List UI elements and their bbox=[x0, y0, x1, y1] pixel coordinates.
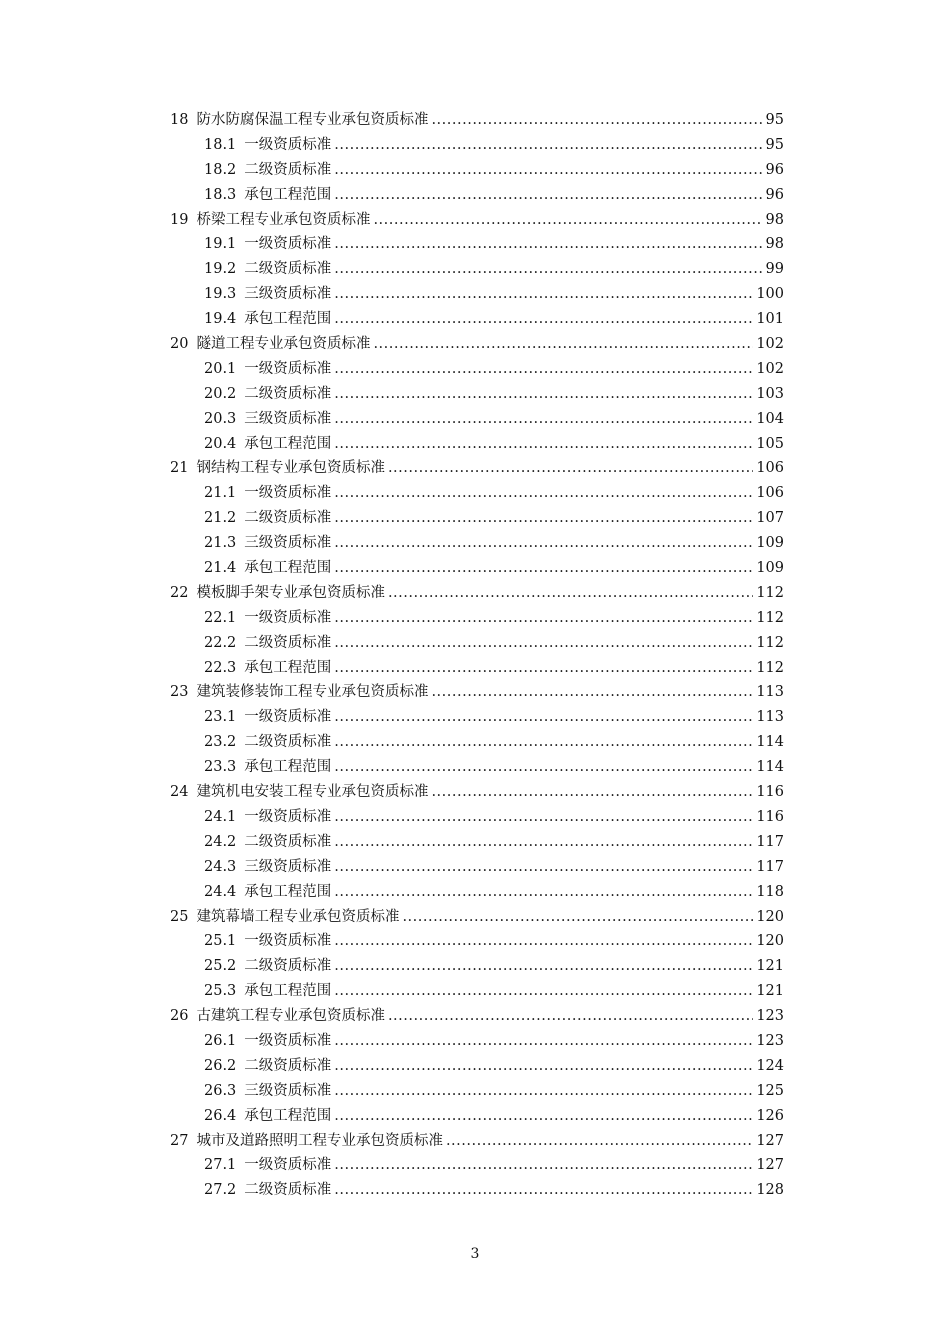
toc-entry-title: 模板脚手架专业承包资质标准 bbox=[196, 584, 385, 601]
toc-entry-page: 107 bbox=[756, 510, 784, 527]
toc-entry-page: 95 bbox=[765, 136, 784, 153]
toc-entry-title: 三级资质标准 bbox=[244, 858, 332, 875]
toc-entry-page: 113 bbox=[756, 709, 784, 726]
toc-section-entry[interactable] bbox=[170, 556, 784, 581]
toc-entry-number: 18.3 bbox=[204, 186, 237, 203]
toc-entry-page: 125 bbox=[756, 1082, 784, 1099]
toc-entry-title: 二级资质标准 bbox=[244, 1057, 332, 1074]
toc-section-entry[interactable] bbox=[170, 232, 784, 257]
toc-chapter-entry[interactable] bbox=[170, 1004, 784, 1029]
toc-entry-number: 22 bbox=[170, 584, 189, 601]
toc-entry-number: 18.2 bbox=[204, 161, 237, 178]
toc-entry-number: 20.4 bbox=[204, 435, 237, 452]
toc-entry-page: 99 bbox=[765, 261, 784, 278]
toc-chapter-entry[interactable] bbox=[170, 332, 784, 357]
toc-entry-title: 二级资质标准 bbox=[244, 261, 332, 278]
toc-entry-title: 三级资质标准 bbox=[244, 410, 332, 427]
toc-section-entry[interactable] bbox=[170, 407, 784, 432]
toc-dot-leader bbox=[373, 332, 753, 357]
toc-entry-number: 21.4 bbox=[204, 560, 237, 577]
toc-entry-title: 一级资质标准 bbox=[244, 1032, 332, 1049]
toc-entry-page: 104 bbox=[756, 410, 784, 427]
toc-entry-title: 一级资质标准 bbox=[244, 709, 332, 726]
toc-section-entry[interactable] bbox=[170, 880, 784, 905]
toc-entry-number: 24.1 bbox=[204, 808, 237, 825]
toc-entry-number: 22.3 bbox=[204, 659, 237, 676]
toc-section-entry[interactable] bbox=[170, 282, 784, 307]
toc-entry-number: 27 bbox=[170, 1132, 189, 1149]
toc-entry-page: 109 bbox=[756, 535, 784, 552]
toc-entry-number: 27.2 bbox=[204, 1182, 237, 1199]
toc-entry-page: 121 bbox=[756, 958, 784, 975]
toc-entry-number: 18.1 bbox=[204, 136, 237, 153]
toc-dot-leader bbox=[334, 1153, 753, 1178]
toc-entry-number: 26.3 bbox=[204, 1082, 237, 1099]
toc-entry-title: 承包工程范围 bbox=[244, 759, 332, 776]
toc-entry-title: 承包工程范围 bbox=[244, 560, 332, 577]
toc-dot-leader bbox=[334, 158, 762, 183]
toc-entry-number: 20.3 bbox=[204, 410, 237, 427]
toc-entry-title: 古建筑工程专业承包资质标准 bbox=[196, 1008, 385, 1025]
toc-entry-number: 24.2 bbox=[204, 833, 237, 850]
toc-entry-title: 二级资质标准 bbox=[244, 734, 332, 751]
toc-entry-page: 113 bbox=[756, 684, 784, 701]
toc-section-entry[interactable] bbox=[170, 1079, 784, 1104]
toc-entry-page: 116 bbox=[756, 784, 784, 801]
toc-section-entry[interactable] bbox=[170, 755, 784, 780]
toc-entry-number: 25.1 bbox=[204, 933, 237, 950]
toc-entry-number: 20.1 bbox=[204, 360, 237, 377]
toc-dot-leader bbox=[334, 1029, 753, 1054]
toc-section-entry[interactable] bbox=[170, 183, 784, 208]
toc-dot-leader bbox=[373, 208, 762, 233]
toc-dot-leader bbox=[334, 755, 753, 780]
toc-entry-page: 120 bbox=[756, 908, 784, 925]
toc-entry-title: 承包工程范围 bbox=[244, 435, 332, 452]
toc-entry-number: 24 bbox=[170, 784, 189, 801]
toc-section-entry[interactable] bbox=[170, 631, 784, 656]
toc-entry-title: 建筑幕墙工程专业承包资质标准 bbox=[196, 908, 400, 925]
toc-dot-leader bbox=[334, 357, 753, 382]
toc-chapter-entry[interactable] bbox=[170, 780, 784, 805]
toc-section-entry[interactable] bbox=[170, 481, 784, 506]
toc-dot-leader bbox=[334, 232, 762, 257]
toc-entry-title: 二级资质标准 bbox=[244, 958, 332, 975]
toc-entry-number: 24.4 bbox=[204, 883, 237, 900]
toc-section-entry[interactable] bbox=[170, 382, 784, 407]
toc-entry-title: 一级资质标准 bbox=[244, 360, 332, 377]
toc-dot-leader bbox=[334, 531, 753, 556]
toc-dot-leader bbox=[431, 780, 753, 805]
toc-entry-title: 二级资质标准 bbox=[244, 1182, 332, 1199]
toc-dot-leader bbox=[334, 606, 753, 631]
toc-entry-number: 19.2 bbox=[204, 261, 237, 278]
toc-entry-title: 桥梁工程专业承包资质标准 bbox=[196, 211, 371, 228]
toc-entry-title: 承包工程范围 bbox=[244, 659, 332, 676]
toc-section-entry[interactable] bbox=[170, 730, 784, 755]
toc-entry-title: 隧道工程专业承包资质标准 bbox=[196, 336, 371, 353]
toc-dot-leader bbox=[334, 730, 753, 755]
toc-dot-leader bbox=[334, 979, 753, 1004]
toc-section-entry[interactable] bbox=[170, 705, 784, 730]
toc-entry-title: 一级资质标准 bbox=[244, 136, 332, 153]
table-of-contents bbox=[170, 108, 784, 1203]
toc-dot-leader bbox=[334, 282, 753, 307]
toc-dot-leader bbox=[334, 631, 753, 656]
toc-entry-number: 24.3 bbox=[204, 858, 237, 875]
toc-section-entry[interactable] bbox=[170, 855, 784, 880]
toc-chapter-entry[interactable] bbox=[170, 1129, 784, 1154]
toc-section-entry[interactable] bbox=[170, 606, 784, 631]
toc-dot-leader bbox=[334, 855, 753, 880]
toc-section-entry[interactable] bbox=[170, 357, 784, 382]
toc-entry-page: 127 bbox=[756, 1157, 784, 1174]
toc-section-entry[interactable] bbox=[170, 307, 784, 332]
toc-chapter-entry[interactable] bbox=[170, 208, 784, 233]
toc-entry-page: 98 bbox=[765, 211, 784, 228]
toc-entry-title: 一级资质标准 bbox=[244, 236, 332, 253]
toc-entry-page: 128 bbox=[756, 1182, 784, 1199]
toc-dot-leader bbox=[334, 556, 753, 581]
toc-section-entry[interactable] bbox=[170, 1178, 784, 1203]
toc-dot-leader bbox=[334, 133, 762, 158]
toc-entry-number: 21.3 bbox=[204, 535, 237, 552]
toc-chapter-entry[interactable] bbox=[170, 581, 784, 606]
toc-dot-leader bbox=[334, 307, 753, 332]
toc-dot-leader bbox=[334, 805, 753, 830]
toc-entry-page: 96 bbox=[765, 161, 784, 178]
toc-entry-page: 102 bbox=[756, 336, 784, 353]
toc-entry-page: 100 bbox=[756, 286, 784, 303]
toc-entry-number: 26.2 bbox=[204, 1057, 237, 1074]
toc-entry-number: 20 bbox=[170, 336, 189, 353]
toc-entry-number: 22.1 bbox=[204, 609, 237, 626]
toc-entry-number: 25 bbox=[170, 908, 189, 925]
toc-dot-leader bbox=[334, 432, 753, 457]
toc-entry-page: 109 bbox=[756, 560, 784, 577]
toc-entry-number: 19.3 bbox=[204, 286, 237, 303]
toc-section-entry[interactable] bbox=[170, 979, 784, 1004]
toc-entry-page: 112 bbox=[756, 634, 784, 651]
toc-section-entry[interactable] bbox=[170, 929, 784, 954]
toc-entry-title: 三级资质标准 bbox=[244, 535, 332, 552]
toc-section-entry[interactable] bbox=[170, 830, 784, 855]
toc-entry-page: 126 bbox=[756, 1107, 784, 1124]
toc-entry-title: 承包工程范围 bbox=[244, 311, 332, 328]
toc-entry-page: 114 bbox=[756, 759, 784, 776]
toc-entry-number: 26.1 bbox=[204, 1032, 237, 1049]
toc-section-entry[interactable] bbox=[170, 805, 784, 830]
toc-dot-leader bbox=[334, 382, 753, 407]
toc-dot-leader bbox=[431, 680, 753, 705]
toc-entry-number: 26 bbox=[170, 1008, 189, 1025]
toc-section-entry[interactable] bbox=[170, 1104, 784, 1129]
toc-entry-title: 二级资质标准 bbox=[244, 161, 332, 178]
toc-dot-leader bbox=[334, 481, 753, 506]
toc-entry-title: 一级资质标准 bbox=[244, 1157, 332, 1174]
toc-entry-number: 20.2 bbox=[204, 385, 237, 402]
toc-entry-title: 二级资质标准 bbox=[244, 510, 332, 527]
toc-chapter-entry[interactable] bbox=[170, 108, 784, 133]
toc-entry-title: 一级资质标准 bbox=[244, 485, 332, 502]
toc-entry-page: 98 bbox=[765, 236, 784, 253]
toc-entry-number: 25.3 bbox=[204, 983, 237, 1000]
toc-entry-number: 19.1 bbox=[204, 236, 237, 253]
toc-dot-leader bbox=[402, 905, 753, 930]
toc-entry-page: 105 bbox=[756, 435, 784, 452]
toc-chapter-entry[interactable] bbox=[170, 456, 784, 481]
toc-entry-page: 118 bbox=[756, 883, 784, 900]
toc-dot-leader bbox=[388, 456, 753, 481]
toc-section-entry[interactable] bbox=[170, 1029, 784, 1054]
toc-dot-leader bbox=[334, 1104, 753, 1129]
toc-entry-page: 124 bbox=[756, 1057, 784, 1074]
toc-dot-leader bbox=[334, 705, 753, 730]
toc-section-entry[interactable] bbox=[170, 531, 784, 556]
toc-section-entry[interactable] bbox=[170, 506, 784, 531]
toc-dot-leader bbox=[431, 108, 762, 133]
toc-entry-number: 21.2 bbox=[204, 510, 237, 527]
toc-entry-number: 25.2 bbox=[204, 958, 237, 975]
toc-section-entry[interactable] bbox=[170, 1153, 784, 1178]
toc-dot-leader bbox=[334, 1054, 753, 1079]
toc-entry-number: 26.4 bbox=[204, 1107, 237, 1124]
toc-entry-page: 102 bbox=[756, 360, 784, 377]
toc-entry-title: 承包工程范围 bbox=[244, 186, 332, 203]
toc-entry-title: 三级资质标准 bbox=[244, 286, 332, 303]
toc-section-entry[interactable] bbox=[170, 158, 784, 183]
toc-dot-leader bbox=[334, 506, 753, 531]
toc-entry-number: 23 bbox=[170, 684, 189, 701]
toc-entry-page: 95 bbox=[765, 112, 784, 128]
toc-dot-leader bbox=[334, 183, 762, 208]
toc-entry-title: 建筑机电安装工程专业承包资质标准 bbox=[196, 784, 429, 801]
toc-entry-page: 114 bbox=[756, 734, 784, 751]
toc-entry-title: 二级资质标准 bbox=[244, 833, 332, 850]
toc-entry-title: 建筑装修装饰工程专业承包资质标准 bbox=[196, 684, 429, 701]
toc-entry-title: 三级资质标准 bbox=[244, 1082, 332, 1099]
toc-dot-leader bbox=[334, 257, 762, 282]
toc-dot-leader bbox=[334, 1079, 753, 1104]
toc-dot-leader bbox=[334, 880, 753, 905]
toc-dot-leader bbox=[388, 581, 753, 606]
toc-section-entry[interactable] bbox=[170, 432, 784, 457]
toc-dot-leader bbox=[334, 1178, 753, 1203]
toc-entry-number: 27.1 bbox=[204, 1157, 237, 1174]
toc-entry-number: 21.1 bbox=[204, 485, 237, 502]
toc-section-entry[interactable] bbox=[170, 954, 784, 979]
toc-entry-title: 承包工程范围 bbox=[244, 883, 332, 900]
toc-section-entry[interactable] bbox=[170, 1054, 784, 1079]
toc-entry-number: 22.2 bbox=[204, 634, 237, 651]
toc-entry-page: 112 bbox=[756, 584, 784, 601]
page-number: 3 bbox=[470, 1246, 480, 1262]
toc-dot-leader bbox=[334, 656, 753, 681]
toc-dot-leader bbox=[388, 1004, 753, 1029]
toc-entry-title: 防水防腐保温工程专业承包资质标准 bbox=[196, 112, 429, 128]
toc-entry-page: 123 bbox=[756, 1008, 784, 1025]
toc-dot-leader bbox=[334, 929, 753, 954]
toc-entry-page: 103 bbox=[756, 385, 784, 402]
toc-entry-page: 127 bbox=[756, 1132, 784, 1149]
toc-entry-number: 23.2 bbox=[204, 734, 237, 751]
toc-entry-page: 117 bbox=[756, 858, 784, 875]
toc-entry-title: 承包工程范围 bbox=[244, 1107, 332, 1124]
toc-entry-title: 钢结构工程专业承包资质标准 bbox=[196, 460, 385, 477]
toc-entry-page: 123 bbox=[756, 1032, 784, 1049]
toc-section-entry[interactable] bbox=[170, 656, 784, 681]
toc-entry-page: 106 bbox=[756, 460, 784, 477]
toc-entry-title: 二级资质标准 bbox=[244, 634, 332, 651]
toc-entry-page: 121 bbox=[756, 983, 784, 1000]
toc-dot-leader bbox=[334, 830, 753, 855]
toc-entry-page: 106 bbox=[756, 485, 784, 502]
toc-chapter-entry[interactable] bbox=[170, 905, 784, 930]
toc-section-entry[interactable] bbox=[170, 133, 784, 158]
toc-dot-leader bbox=[334, 407, 753, 432]
toc-chapter-entry[interactable] bbox=[170, 680, 784, 705]
toc-entry-page: 116 bbox=[756, 808, 784, 825]
toc-entry-title: 承包工程范围 bbox=[244, 983, 332, 1000]
toc-entry-page: 101 bbox=[756, 311, 784, 328]
toc-entry-number: 23.3 bbox=[204, 759, 237, 776]
toc-entry-number: 21 bbox=[170, 460, 189, 477]
toc-entry-page: 96 bbox=[765, 186, 784, 203]
toc-dot-leader bbox=[446, 1129, 753, 1154]
toc-entry-number: 19.4 bbox=[204, 311, 237, 328]
toc-entry-title: 城市及道路照明工程专业承包资质标准 bbox=[196, 1132, 443, 1149]
toc-entry-page: 112 bbox=[756, 609, 784, 626]
toc-entry-title: 一级资质标准 bbox=[244, 609, 332, 626]
toc-entry-number: 23.1 bbox=[204, 709, 237, 726]
toc-entry-title: 二级资质标准 bbox=[244, 385, 332, 402]
toc-entry-number: 19 bbox=[170, 211, 189, 228]
toc-entry-page: 112 bbox=[756, 659, 784, 676]
toc-section-entry[interactable] bbox=[170, 257, 784, 282]
toc-entry-title: 一级资质标准 bbox=[244, 933, 332, 950]
toc-entry-page: 120 bbox=[756, 933, 784, 950]
toc-entry-page: 117 bbox=[756, 833, 784, 850]
toc-entry-number: 18 bbox=[170, 112, 189, 128]
toc-entry-title: 一级资质标准 bbox=[244, 808, 332, 825]
toc-dot-leader bbox=[334, 954, 753, 979]
